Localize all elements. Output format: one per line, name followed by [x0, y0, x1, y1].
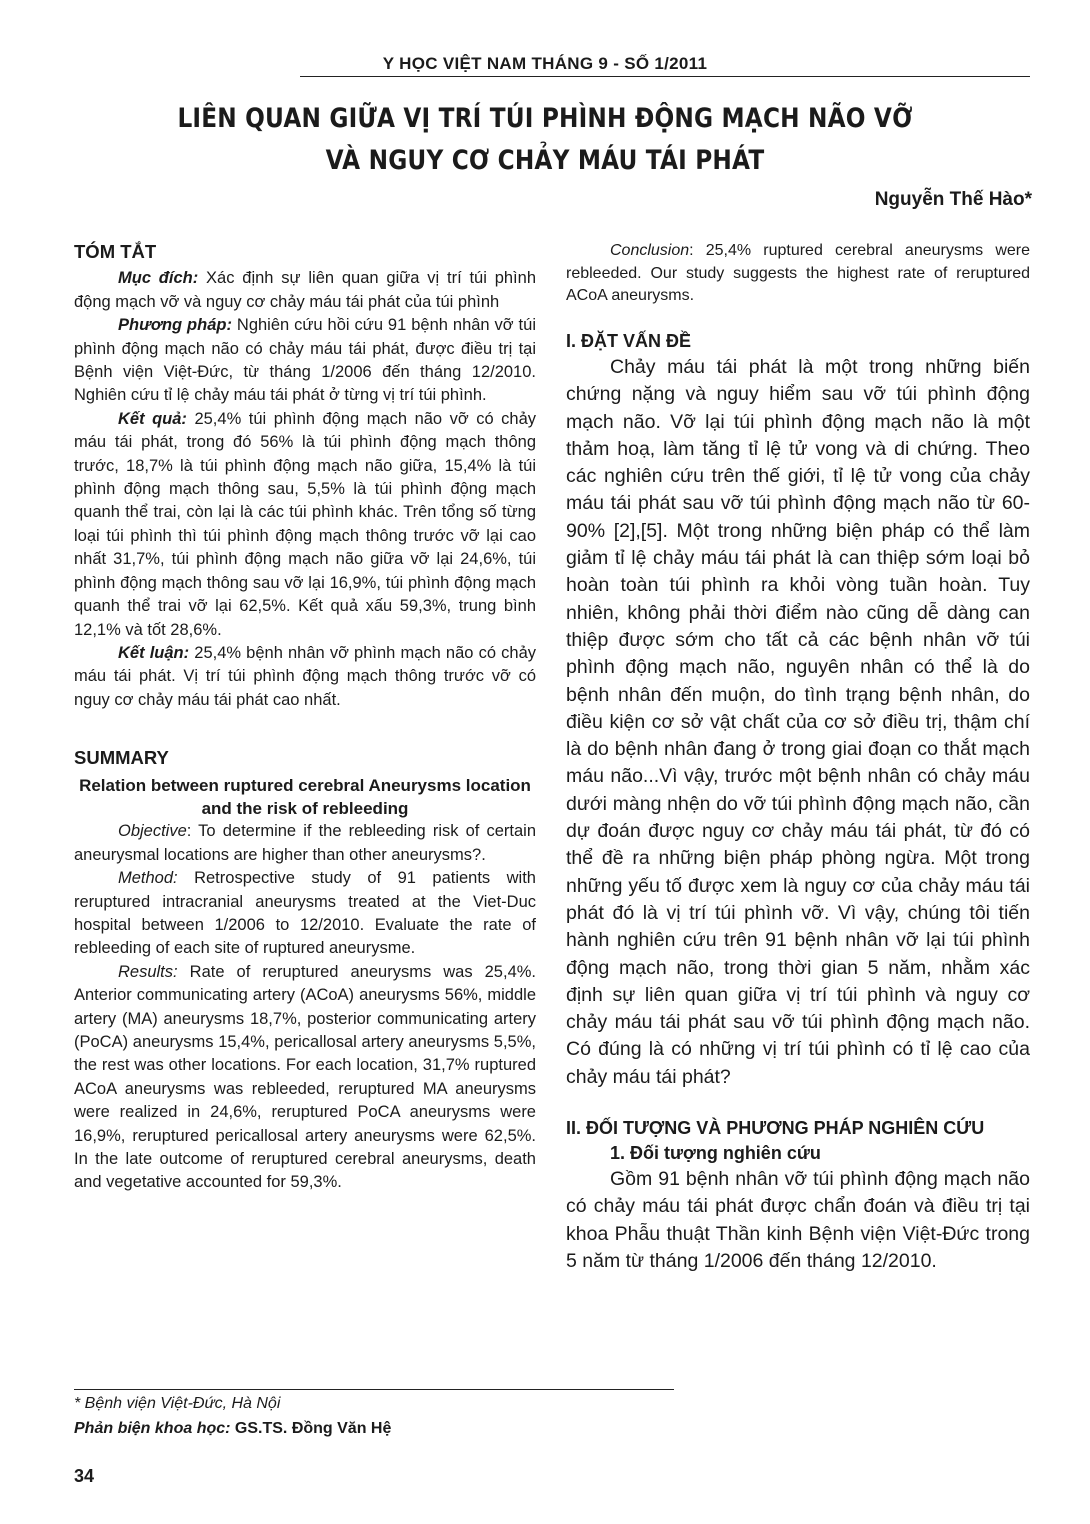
- right-column: [566, 240, 1030, 1275]
- method-text-en: Retrospective study of 91 patients with reruptured intracranial aneurysms treated at the Viet-Duc hospital between 1/2006 to 12/2010. Evaluate the rate of rebleeding of each site of ruptured aneurysme.: [74, 869, 536, 958]
- objective-label-en: Objective: [118, 822, 187, 841]
- method-label-vi: Phương pháp:: [118, 316, 232, 335]
- summary-title: Relation between ruptured cerebral Aneurysms location and the risk of rebleeding: [79, 775, 531, 818]
- abstract-vi-results: [74, 408, 536, 642]
- conclusion-label-vi: Kết luận:: [118, 643, 190, 662]
- footnote-rule: [74, 1389, 674, 1390]
- reviewer-name: GS.TS. Đồng Văn Hệ: [230, 1420, 392, 1437]
- title-line-2: VÀ NGUY CƠ CHẢY MÁU TÁI PHÁT: [325, 145, 765, 176]
- abstract-vi-objective: [74, 267, 536, 314]
- abstract-vi-heading: TÓM TẮT: [74, 241, 157, 262]
- results-label-vi: Kết quả:: [118, 409, 187, 428]
- page-number: 34: [74, 1466, 95, 1486]
- article-title: [76, 98, 1013, 182]
- summary-results: [74, 961, 536, 1195]
- section-2-body: Gồm 91 bệnh nhân vỡ túi phình động mạch não có chảy máu tái phát được chẩn đoán và điều trị tại khoa Phẫu thuật Thần kinh Bệnh viện Việt-Đức trong 5 năm từ tháng 1/2006 đến tháng 12/2010.: [566, 1168, 1030, 1272]
- method-label-en: Method:: [118, 869, 178, 888]
- conclusion-label-en: Conclusion: [610, 242, 690, 259]
- section-2-heading: II. ĐỐI TƯỢNG VÀ PHƯƠNG PHÁP NGHIÊN CỨU: [566, 1118, 985, 1139]
- objective-text-en: : To determine if the rebleeding risk of certain aneurysmal locations are higher than other aneurysms?.: [74, 822, 536, 864]
- title-line-1: LIÊN QUAN GIỮA VỊ TRÍ TÚI PHÌNH ĐỘNG MẠCH NÃO VỠ: [177, 103, 913, 134]
- reviewer-label: Phản biện khoa học:: [74, 1420, 231, 1437]
- journal-header: Y HỌC VIỆT NAM THÁNG 9 - SỐ 1/2011: [382, 54, 708, 73]
- footnote-affiliation: * Bệnh viện Việt-Đức, Hà Nội: [74, 1395, 281, 1412]
- section-1-body: Chảy máu tái phát là một trong những biến chứng nặng và nguy hiểm sau vỡ túi phình động mạch não. Vỡ lại túi phình động mạch não là một thảm hoạ, làm tăng tỉ lệ tử vong và di chứng. Theo các nghiên cứu trên thế giới, tỉ lệ tử vong của chảy máu tái phát sau vỡ túi phình động mạch não từ 60-90% [2],[5]. Một trong những biện pháp có thể làm giảm tỉ lệ chảy máu tái phát là can thiệp sớm loại bỏ hoàn toàn túi phình ra khỏi vòng tuần hoàn. Tuy nhiên, không phải thời điểm nào cũng dễ dàng can thiệp được sớm cho tất cả các bệnh nhân vỡ túi phình động mạch não, nguyên nhân có thể là do bệnh nhân đến muộn, do tình trạng bệnh nhân, do điều kiện cơ sở vật chất của cơ sở điều trị, thậm chí là do bệnh nhân đang ở trong giai đoạn co thắt mạch máu não...Vì vậy, trước một bệnh nhân có chảy máu dưới màng nhện do vỡ túi phình động mạch não, cần dự đoán được nguy cơ chảy máu tái phát, từ đó có thể đề ra những biện pháp phòng ngừa. Một trong những yếu tố được xem là nguy cơ của chảy máu tái phát đó là vị trí túi phình vỡ. Vì vậy, chúng tôi tiến hành nghiên cứu trên 91 bệnh nhân vỡ lại túi phình động mạch não, trong thời gian 5 năm, nhằm xác định sự liên quan giữa vị trí túi phình và nguy cơ chảy máu tái phát sau vỡ túi phình động mạch não. Có đúng là có những vị trí túi phình có tỉ lệ cao của chảy máu tái phát?: [566, 356, 1030, 1088]
- left-column: [74, 240, 536, 1195]
- method-text-vi: Nghiên cứu hồi cứu 91 bệnh nhân vỡ túi phình động mạch não có chảy máu tái phát, được điều trị tại Bệnh viện Việt-Đức, từ tháng 1/2006 đến tháng 12/2010. Nghiên cứu tỉ lệ chảy máu tái phát ở từng vị trí túi phình.: [74, 316, 536, 405]
- section-1-heading: I. ĐẶT VẤN ĐỀ: [566, 330, 692, 351]
- summary-heading: SUMMARY: [74, 747, 169, 769]
- section-2-subheading: 1. Đối tượng nghiên cứu: [610, 1142, 821, 1163]
- footnote-reviewer: [74, 1420, 391, 1438]
- header-rule: [300, 76, 1030, 77]
- results-text-en: Rate of reruptured aneurysms was 25,4%. Anterior communicating artery (ACoA) aneurysms 56%, middle artery (MA) aneurysms 18,7%, posterior communicating artery (PoCA) aneurysms 15,4%, pericallosal artery aneurysms 5,5%, the rest was other locations. For each location, 31,7% ruptured ACoA aneurysms was rebleeded, reruptured MA aneurysms were realized in 24,6%, reruptured PoCA aneurysms were 16,9%, reruptured pericallosal artery aneurysms were 62,5%. In the late outcome of reruptured cerebral aneurysms, death and vegetative accounted for 59,3%.: [74, 962, 536, 1192]
- objective-label-vi: Mục đích:: [118, 269, 199, 288]
- objective-text-vi: Xác định sự liên quan giữa vị trí túi phình động mạch vỡ và nguy cơ chảy máu tái phát của túi phình: [74, 269, 536, 311]
- summary-objective: [74, 820, 536, 867]
- results-text-vi: 25,4% túi phình động mạch não vỡ có chảy máu tái phát, trong đó 56% là túi phình động mạch thông trước, 18,7% là túi phình động mạch não giữa, 15,4% là túi phình động mạch thông sau, 5,5% là túi phình động mạch quanh thể trai, còn lại là các túi phình khác. Trên tổng số từng loại túi phình thì túi phình động mạch thông trước vỡ lại cao nhất 31,7%, túi phình động mạch não giữa vỡ lại 24,6%, túi phình động mạch thông sau vỡ lại 16,9%, túi phình động mạch quanh thể trai vỡ lại 62,5%. Kết quả xấu 59,3%, trung bình 12,1% và tốt 28,6%.: [74, 409, 536, 639]
- conclusion-text-vi: 25,4% bệnh nhân vỡ phình mạch não có chảy máu tái phát. Vị trí túi phình động mạch thông trước vỡ có nguy cơ chảy máu tái phát cao nhất.: [74, 643, 536, 709]
- conclusion-text-en: : 25,4% ruptured cerebral aneurysms were rebleeded. Our study suggests the highest rate of reruptured ACoA aneurysms.: [566, 242, 1030, 304]
- results-label-en: Results:: [118, 962, 178, 981]
- abstract-vi-method: [74, 314, 536, 408]
- summary-method: [74, 867, 536, 961]
- summary-conclusion: [566, 240, 1030, 308]
- author-name: Nguyễn Thế Hào*: [874, 189, 1032, 210]
- abstract-vi-conclusion: [74, 642, 536, 712]
